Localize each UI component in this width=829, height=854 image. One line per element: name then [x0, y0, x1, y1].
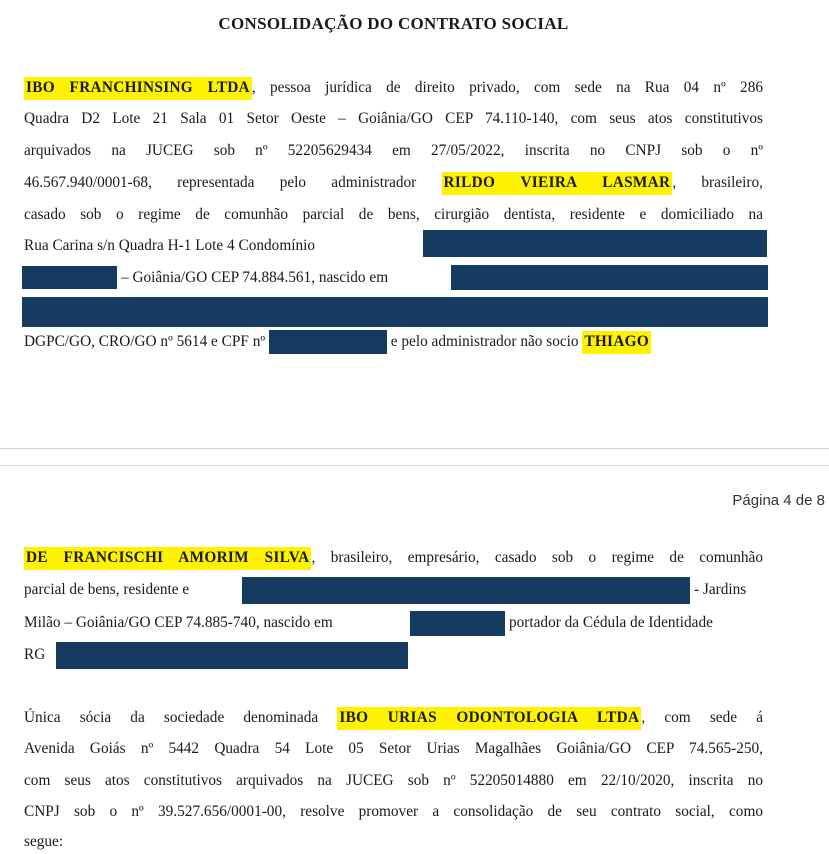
redaction-block	[410, 611, 505, 636]
para2-line-1: DE FRANCISCHI AMORIM SILVA , brasileiro, empresário, casado sob o regime de comunhão	[24, 546, 763, 570]
para2-line-2: parcial de bens, residente e	[24, 581, 190, 598]
para2-line-2-end: - Jardins	[694, 581, 747, 598]
para2-line-3-end: portador da Cédula de Identidade	[509, 614, 713, 631]
company-name-highlight: IBO URIAS ODONTOLOGIA LTDA	[337, 707, 641, 730]
para1-line-7: – Goiânia/GO CEP 74.884.561, nascido em	[121, 269, 389, 286]
para1-line-3: arquivados na JUCEG sob nº 52205629434 em 27/05/2022, inscrita no CNPJ sob o nº	[24, 142, 763, 159]
para3-line-4: CNPJ sob o nº 39.527.656/0001-00, resolve promover a consolidação de seu contrato social, como	[24, 803, 763, 820]
para1-line-1: IBO FRANCHINSING LTDA , pessoa jurídica de direito privado, com sede na Rua 04 nº 286	[24, 76, 763, 100]
document-title: CONSOLIDAÇÃO DO CONTRATO SOCIAL	[218, 14, 569, 33]
administrator-name-highlight: RILDO VIEIRA LASMAR	[442, 172, 673, 195]
para1-line-4: 46.567.940/0001-68, representada pelo administrador RILDO VIEIRA LASMAR , brasileiro,	[24, 171, 763, 195]
para1-line-2: Quadra D2 Lote 21 Sala 01 Setor Oeste – Goiânia/GO CEP 74.110-140, com seus atos constitutivos	[24, 110, 763, 127]
redaction-block	[242, 577, 690, 604]
company-name-highlight: IBO FRANCHINSING LTDA	[24, 77, 252, 100]
redaction-block	[423, 230, 767, 257]
redaction-block	[22, 297, 768, 327]
para2-line-4: RG	[24, 646, 46, 663]
para1-line-9: DGPC/GO, CRO/GO nº 5614 e CPF nº e pelo administrador não socio THIAGO	[24, 330, 763, 354]
para3-line-5: segue:	[24, 833, 64, 850]
redaction-block	[451, 265, 768, 290]
para1-line-6: Rua Carina s/n Quadra H-1 Lote 4 Condomínio	[24, 237, 316, 254]
redaction-block	[22, 266, 117, 289]
document-page-lower	[0, 466, 829, 850]
para1-line-5: casado sob o regime de comunhão parcial de bens, cirurgião dentista, residente e domiciliado na	[24, 206, 763, 223]
page-break	[0, 448, 829, 466]
page-number: Página 4 de 8	[732, 492, 825, 509]
administrator-name-highlight: THIAGO	[582, 331, 651, 354]
para3-line-1: Única sócia da sociedade denominada IBO URIAS ODONTOLOGIA LTDA , com sede á	[24, 706, 763, 730]
administrator-name-highlight: DE FRANCISCHI AMORIM SILVA	[24, 547, 311, 570]
para2-line-3: Milão – Goiânia/GO CEP 74.885-740, nascido em	[24, 614, 333, 631]
para3-line-3: com seus atos constitutivos arquivados na JUCEG sob nº 52205014880 em 22/10/2020, inscrita no	[24, 772, 763, 789]
redaction-block	[56, 642, 408, 669]
redaction-block	[269, 330, 387, 354]
para3-line-2: Avenida Goiás nº 5442 Quadra 54 Lote 05 Setor Urias Magalhães Goiânia/GO CEP 74.565-250,	[24, 740, 763, 757]
